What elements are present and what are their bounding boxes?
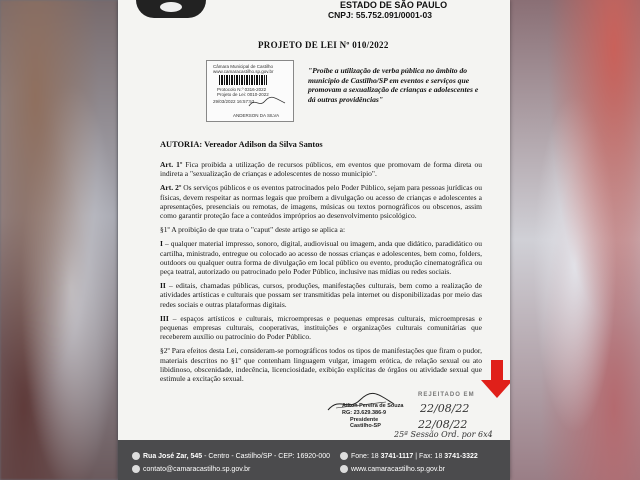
header-cnpj: CNPJ: 55.752.091/0001-03 (328, 10, 432, 20)
document-footer (118, 440, 510, 480)
paragraph-1: §1º A proibição de que trata o "caput" deste artigo se aplica a: (160, 225, 346, 235)
stamp-protocolo: Protocolo N.º 0316-2022 (217, 87, 267, 92)
stamp-projeto: Projeto de Lei: 0010-2022 (217, 92, 269, 97)
signer-city: Castilho-SP (350, 423, 381, 429)
signer-name: Ailton Pereira de Souza (342, 403, 404, 409)
rejected-stamp: REJEITADO EM (418, 392, 475, 398)
law-body (160, 160, 482, 388)
item-ii: II – editais, chamadas públicas, cursos, produções, manifestações culturais, bem como a realização de atividades artísticas e culturais que possam ser transmitidas pela internet ou disponibilizadas por meio das redes sociais e outras plataformas digitais. (160, 281, 482, 309)
handwritten-date-2: 22/08/22 (418, 418, 468, 431)
item-i: I – qualquer material impresso, sonoro, digital, audiovisual ou imagem, anda que didático, paradidático ou cartilha, ministrado, entregue ou colocado ao acesso de nossas crianças e adolescentes, bem como, folders, outdoors ou qualquer outra forma de divulgação em local público ou evento, produção cinematográfica ou peça teatral, autorizado ou patrocinado pelo Poder Público, inclusive nas mídias ou redes sociais. (160, 239, 482, 277)
document-page (118, 0, 510, 480)
handwritten-session: 25ª Sessão Ord. por 6x4 (394, 430, 493, 439)
email-icon (132, 465, 140, 473)
stamp-nome: ANDERSON DA SILVA (233, 113, 280, 118)
stamp-line1: Câmara Municipal de Castilho (213, 64, 274, 69)
phone-icon (340, 452, 348, 460)
paragraph-2: §2º Para efeitos desta Lei, consideram-se pornográficos todos os tipos de manifestações que firam o pudor, materiais descritos no §1º que contenham linguagem vulgar, imagem erótica, de relação sexual ou ato libidinoso, obscenidade, indecência, licenciosidade, exibição explícitas de órgãos ou atividade sexual que estimule a excitação sexual. (160, 346, 482, 384)
barcode-icon (219, 75, 267, 85)
stamp-line2: www.camaracastilho.sp.gov.br (213, 69, 274, 74)
stamp-data: 29/03/2022 16:57:53 (213, 99, 255, 104)
protocol-stamp (206, 60, 294, 122)
article-1: Art. 1º Fica proibida a utilização de recursos públicos, em eventos que promovam de forma direta ou indireta a "sexualização de crianças e adolescentes de nosso município". (160, 160, 482, 179)
article-2: Art. 2º Os serviços públicos e os eventos patrocinados pelo Poder Público, sejam para pessoas jurídicas ou físicas, devem respeitar as normas legais que proíbem a divulgação ou acesso de crianças e adolescentes a apresentações, presenciais ou remotas, de imagens, músicas ou textos pornográficos ou obscenos, assim como garantir proteção face a conteúdos impróprios ao desenvolvimento psicológico. (160, 183, 482, 221)
document-title: PROJETO DE LEI Nº 010/2022 (258, 40, 389, 50)
signer-rg: RG: 23.629.386-9 (342, 410, 387, 416)
signer-role: Presidente (350, 417, 379, 423)
footer-phone: Fone: 18 3741-1117 | Fax: 18 3741-3322 (340, 452, 478, 460)
location-icon (132, 452, 140, 460)
stamp-signature-icon (247, 95, 287, 109)
red-arrow-icon (480, 360, 510, 398)
blurred-background-left (0, 0, 118, 480)
handwritten-date-1: 22/08/22 (420, 402, 470, 415)
footer-address: Rua José Zar, 545 - Centro - Castilho/SP - CEP: 16920-000 (132, 452, 330, 460)
header-estado: ESTADO DE SÃO PAULO (340, 0, 448, 10)
ementa: "Proíbe a utilização de verba pública no âmbito do município de Castilho/SP em eventos e serviços que promovam a sexualização de crianças e adolescentes e dá outras providências" (308, 66, 479, 104)
item-iii: III – espaços artísticos e culturais, microempresas e pequenas empresas culturais, microempresas e pequenas empresas culturais, cooperativas, instituições e organizações culturais comunitárias que receberem auxílio ou patrocínio do Poder Público. (160, 313, 482, 342)
blurred-background-right (510, 0, 640, 480)
globe-icon (340, 465, 348, 473)
autoria: AUTORIA: Vereador Adilson da Silva Santos (160, 140, 323, 149)
camara-logo-icon (136, 0, 206, 18)
footer-website: www.camaracastilho.sp.gov.br (340, 465, 445, 473)
footer-email: contato@camaracastilho.sp.gov.br (132, 465, 250, 473)
